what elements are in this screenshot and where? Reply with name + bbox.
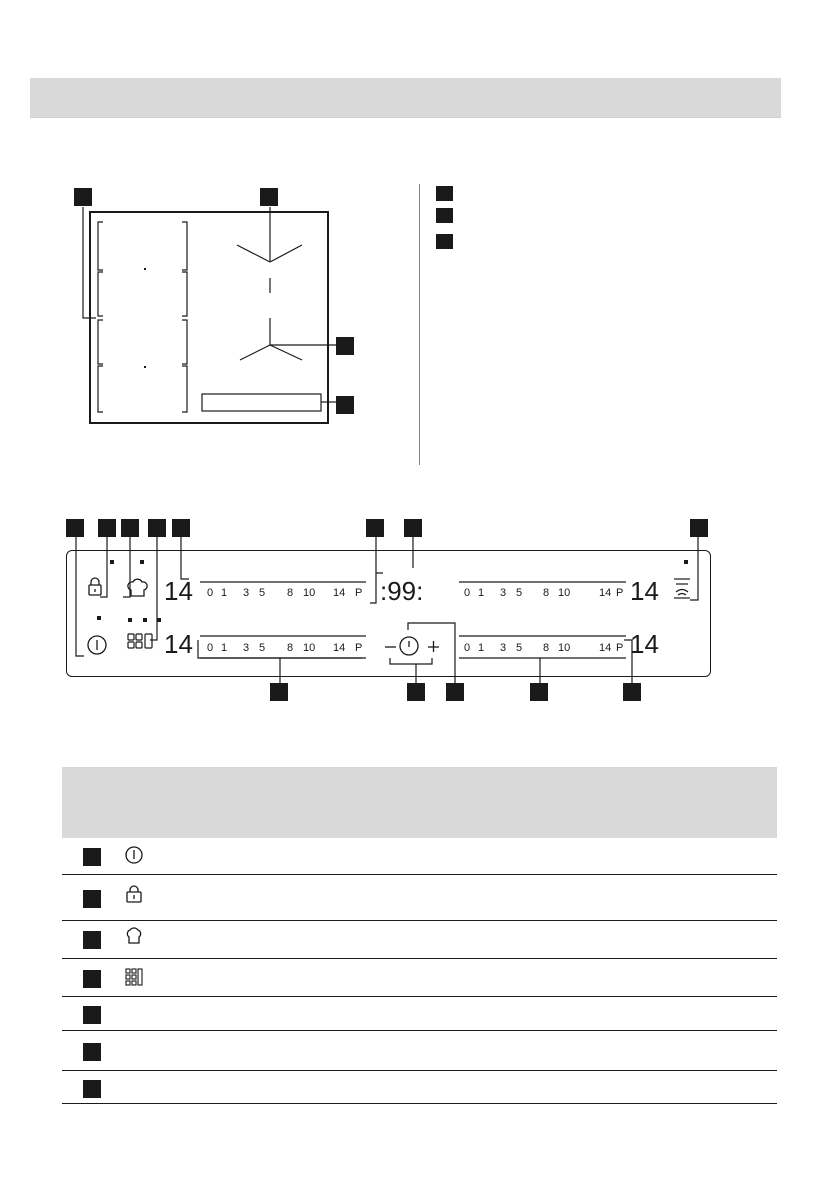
scale-label-14: 14 — [333, 642, 346, 654]
timer-display: :99: — [380, 576, 424, 606]
table-row — [62, 960, 777, 997]
table-header — [62, 767, 777, 838]
table-row — [62, 1032, 777, 1071]
scale-label-1: 1 — [478, 587, 485, 599]
power-icon — [88, 636, 106, 654]
callout-marker — [436, 186, 453, 201]
scale-label-10: 10 — [303, 642, 316, 654]
scale-label-8: 8 — [287, 587, 294, 599]
scale-label-p: P — [355, 587, 363, 599]
table-row — [62, 998, 777, 1031]
scale-label-p: P — [616, 587, 624, 599]
divider — [419, 184, 420, 465]
power-level-display: 14 — [630, 629, 659, 659]
table-row — [62, 922, 777, 959]
scale-label-5: 5 — [259, 642, 266, 654]
lock-icon — [89, 578, 101, 595]
hob-diagram-lines — [0, 0, 840, 500]
scale-label-5: 5 — [516, 587, 523, 599]
scale-label-10: 10 — [558, 587, 571, 599]
scale-label-p: P — [616, 642, 624, 654]
scale-label-0: 0 — [464, 642, 471, 654]
scale-label-1: 1 — [221, 642, 228, 654]
scale-label-0: 0 — [464, 587, 471, 599]
hob2hood-icon — [674, 579, 690, 598]
callout-marker — [83, 970, 101, 988]
lock-icon — [125, 885, 143, 903]
power-level-display: 14 — [630, 576, 659, 606]
scale-label-14: 14 — [599, 587, 612, 599]
scale-label-3: 3 — [243, 642, 250, 654]
callout-marker — [436, 234, 453, 249]
power-level-display: 14 — [164, 629, 193, 659]
scale-label-5: 5 — [259, 587, 266, 599]
scale-label-5: 5 — [516, 642, 523, 654]
callout-marker — [83, 848, 101, 866]
scale-label-p: P — [355, 642, 363, 654]
scale-label-0: 0 — [207, 642, 214, 654]
table-row — [62, 838, 777, 875]
scale-label-0: 0 — [207, 587, 214, 599]
scale-label-1: 1 — [221, 587, 228, 599]
table-row — [62, 1072, 777, 1104]
scale-label-10: 10 — [558, 642, 571, 654]
table-row — [62, 876, 777, 921]
scale-label-8: 8 — [543, 642, 550, 654]
callout-marker — [83, 1043, 101, 1061]
callout-marker — [83, 931, 101, 949]
scale-label-8: 8 — [287, 642, 294, 654]
bridge-zones-icon — [125, 968, 143, 986]
power-icon — [125, 846, 143, 864]
callout-marker — [83, 1006, 101, 1024]
timer-controls — [385, 637, 439, 655]
bridge-zones-icon — [128, 634, 152, 648]
chef-hat-icon — [128, 579, 147, 596]
callout-marker — [83, 1080, 101, 1098]
scale-label-14: 14 — [599, 642, 612, 654]
scale-label-3: 3 — [500, 642, 507, 654]
control-panel-drawing — [0, 500, 840, 700]
callout-marker — [436, 208, 453, 223]
scale-label-3: 3 — [243, 587, 250, 599]
callout-marker — [83, 890, 101, 908]
scale-label-3: 3 — [500, 587, 507, 599]
power-level-display: 14 — [164, 576, 193, 606]
chef-hat-icon — [125, 927, 143, 945]
scale-label-8: 8 — [543, 587, 550, 599]
scale-label-1: 1 — [478, 642, 485, 654]
scale-label-10: 10 — [303, 587, 316, 599]
scale-label-14: 14 — [333, 587, 346, 599]
